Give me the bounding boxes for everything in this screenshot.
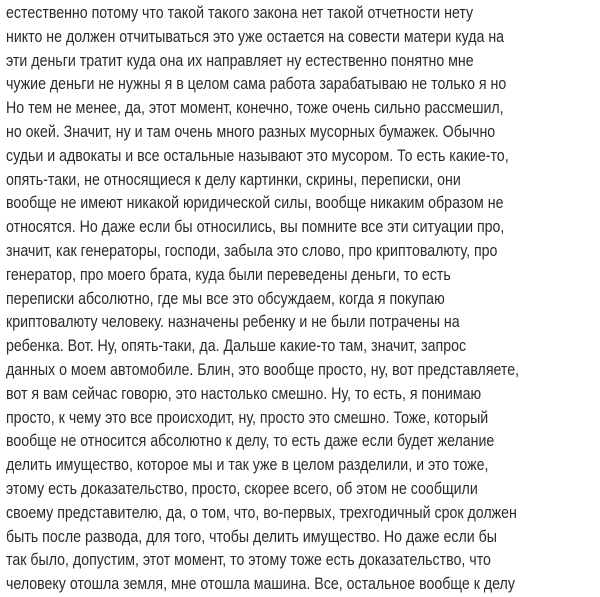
text-line: криптовалюту человеку. назначены ребенку и не были потрачены на — [6, 313, 460, 332]
text-line: никто не должен отчитываться это уже остается на совести матери куда на — [6, 27, 505, 46]
text-line: так было, допустим, этот момент, то этому тоже есть доказательство, что — [6, 551, 491, 570]
text-line: чужие деньги не нужны я в целом сама работа зарабатываю не только я но — [6, 75, 507, 94]
text-line: переписки абсолютно, где мы все это обсуждаем, когда я покупаю — [6, 289, 445, 308]
text-line: судьи и адвокаты и все остальные называют это мусором. То есть какие-то, — [6, 146, 509, 165]
text-line: этому есть доказательство, просто, скорее всего, об этом не сообщили — [6, 479, 478, 498]
text-line: вот я вам сейчас говорю, это настолько смешно. Ну, то есть, я понимаю — [6, 384, 482, 403]
text-line: быть после развода, для того, чтобы делить имущество. Но даже если бы — [6, 527, 497, 546]
text-line: но окей. Значит, ну и там очень много разных мусорных бумажек. Обычно — [6, 122, 496, 141]
text-line: Но тем не менее, да, этот момент, конечно, тоже очень сильно рассмешил, — [6, 99, 504, 118]
text-line: своему представителю, да, о том, что, во-первых, трехгодичный срок должен — [6, 503, 517, 522]
text-line: естественно потому что такой такого закона нет такой отчетности нету — [6, 4, 474, 22]
text-line: ребенка. Вот. Ну, опять-таки, да. Дальше какие-то там, значит, запрос — [6, 337, 467, 356]
text-line: просто, к чему это все происходит, ну, просто это смешно. Тоже, который — [6, 408, 489, 427]
text-line: вообще не относится абсолютно к делу, то есть даже если будет желание — [6, 432, 495, 451]
text-line: данных о моем автомобиле. Блин, это вообще просто, ну, вот представляете, — [6, 360, 520, 379]
text-line: значит, как генераторы, господи, забыла это слово, про криптовалюту, про — [6, 241, 498, 260]
text-line: генератор, про моего брата, куда были переведены деньги, то есть — [6, 265, 451, 284]
text-line: делить имущество, которое мы и так уже в целом разделили, и это тоже, — [6, 456, 489, 475]
text-line: относятся. Но даже если бы относились, вы помните все эти ситуации про, — [6, 218, 505, 237]
text-line: человеку отошла земля, мне отошла машина. Все, остальное вообще к делу — [6, 575, 515, 594]
text-line: эти деньги тратит куда она их направляет ну естественно понятно мне — [6, 51, 474, 70]
text-line: вообще не имеют никакой юридической силы, вообще никаким образом не — [6, 194, 504, 213]
text-line: опять-таки, не относящиеся к делу картинки, скрины, переписки, они — [6, 170, 461, 189]
